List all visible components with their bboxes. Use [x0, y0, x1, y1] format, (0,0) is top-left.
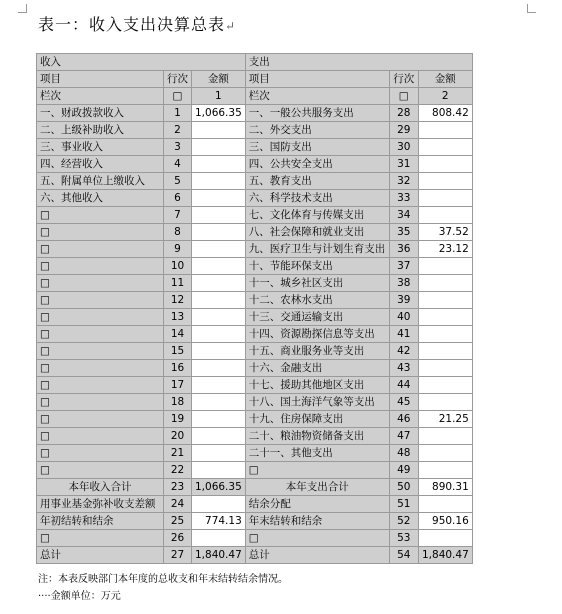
income-amount — [192, 309, 246, 326]
income-row-num: 19 — [164, 411, 192, 428]
income-amount — [192, 241, 246, 258]
carryover-row — [37, 513, 473, 530]
total-expense-row: 50 — [389, 479, 418, 496]
income-item: 五、附属单位上缴收入 — [37, 173, 164, 190]
expense-amount — [418, 309, 472, 326]
begin-label: 年初结转和结余 — [37, 513, 164, 530]
expense-item: 八、社会保障和就业支出 — [245, 224, 389, 241]
income-item: 三、事业收入 — [37, 139, 164, 156]
income-amount — [192, 343, 246, 360]
grand-total-row — [37, 547, 473, 564]
blank-right-label: □ — [245, 530, 389, 547]
expense-item: 十六、金融支出 — [245, 360, 389, 377]
income-item: □ — [37, 326, 164, 343]
income-item: 六、其他收入 — [37, 190, 164, 207]
table-row — [37, 275, 473, 292]
table-row — [37, 309, 473, 326]
expense-row-num: 47 — [389, 428, 418, 445]
expense-row-num: 39 — [389, 292, 418, 309]
expense-amount — [418, 445, 472, 462]
expense-amount — [418, 122, 472, 139]
income-item: □ — [37, 241, 164, 258]
income-amount — [192, 326, 246, 343]
expense-item: 二十一、其他支出 — [245, 445, 389, 462]
income-row-num: 14 — [164, 326, 192, 343]
table-row — [37, 122, 473, 139]
table-row — [37, 173, 473, 190]
expense-row-num: 33 — [389, 190, 418, 207]
fund-label: 用事业基金弥补收支差额 — [37, 496, 164, 513]
income-item: □ — [37, 292, 164, 309]
table-row — [37, 139, 473, 156]
lanci-left-label: 栏次 — [37, 88, 164, 105]
section-header-row — [37, 54, 473, 71]
expense-amount — [418, 173, 472, 190]
table-row — [37, 462, 473, 479]
table-row — [37, 207, 473, 224]
expense-row-num: 48 — [389, 445, 418, 462]
expense-row-num: 30 — [389, 139, 418, 156]
income-row-num: 8 — [164, 224, 192, 241]
expense-amount: 21.25 — [418, 411, 472, 428]
income-amount — [192, 360, 246, 377]
table-notes — [38, 571, 288, 605]
table-row — [37, 428, 473, 445]
table-row — [37, 326, 473, 343]
income-row-num: 16 — [164, 360, 192, 377]
table-row — [37, 258, 473, 275]
fund-amount — [192, 496, 246, 513]
table-row — [37, 224, 473, 241]
income-item: 四、经营收入 — [37, 156, 164, 173]
income-amount: 1,066.35 — [192, 105, 246, 122]
table-row — [37, 156, 473, 173]
income-amount — [192, 275, 246, 292]
column-header-row — [37, 71, 473, 88]
note-description: 注：本表反映部门本年度的总收支和年末结转结余情况。 — [38, 574, 288, 585]
income-item: □ — [37, 462, 164, 479]
expense-amount — [418, 190, 472, 207]
blank-right-row: 53 — [389, 530, 418, 547]
income-item: □ — [37, 343, 164, 360]
expense-amount — [418, 343, 472, 360]
expense-row-num: 38 — [389, 275, 418, 292]
lanci-row — [37, 88, 473, 105]
lanci-right-amount: 2 — [418, 88, 472, 105]
income-row-num: 1 — [164, 105, 192, 122]
income-row-num: 13 — [164, 309, 192, 326]
expense-amount: 37.52 — [418, 224, 472, 241]
expense-item: 十五、商业服务业等支出 — [245, 343, 389, 360]
expense-amount — [418, 394, 472, 411]
income-item: □ — [37, 428, 164, 445]
fund-row — [37, 496, 473, 513]
income-item-header: 项目 — [37, 71, 164, 88]
expense-item: 十二、农林水支出 — [245, 292, 389, 309]
expense-amount — [418, 275, 472, 292]
total-row — [37, 479, 473, 496]
expense-item: 六、科学技术支出 — [245, 190, 389, 207]
income-row-num: 11 — [164, 275, 192, 292]
expense-amount — [418, 292, 472, 309]
expense-row-num: 41 — [389, 326, 418, 343]
income-item: □ — [37, 258, 164, 275]
income-amount — [192, 190, 246, 207]
income-amount — [192, 139, 246, 156]
income-item: 一、财政拨款收入 — [37, 105, 164, 122]
expense-amount-header: 金额 — [418, 71, 472, 88]
income-header: 收入 — [37, 54, 246, 71]
table-row — [37, 190, 473, 207]
blank-right-amount — [418, 530, 472, 547]
expense-row-num: 43 — [389, 360, 418, 377]
income-item: 二、上级补助收入 — [37, 122, 164, 139]
expense-amount — [418, 360, 472, 377]
dist-row-num: 51 — [389, 496, 418, 513]
income-row-num: 12 — [164, 292, 192, 309]
income-row-num: 20 — [164, 428, 192, 445]
expense-row-num: 44 — [389, 377, 418, 394]
lanci-left-amount: 1 — [192, 88, 246, 105]
income-amount — [192, 292, 246, 309]
income-amount — [192, 377, 246, 394]
expense-amount: 808.42 — [418, 105, 472, 122]
lanci-left-row: □ — [164, 88, 192, 105]
grand-right-label: 总计 — [245, 547, 389, 564]
total-expense-amount: 890.31 — [418, 479, 472, 496]
expense-amount — [418, 207, 472, 224]
expense-item: 九、医疗卫生与计划生育支出 — [245, 241, 389, 258]
expense-row-num: 37 — [389, 258, 418, 275]
page-corner-mark-left — [18, 4, 27, 13]
expense-item: 十七、援助其他地区支出 — [245, 377, 389, 394]
income-row-num: 6 — [164, 190, 192, 207]
income-item: □ — [37, 224, 164, 241]
expense-row-num: 31 — [389, 156, 418, 173]
income-row-num: 15 — [164, 343, 192, 360]
expense-row-header: 行次 — [389, 71, 418, 88]
table-row — [37, 105, 473, 122]
income-row-num: 4 — [164, 156, 192, 173]
income-item: □ — [37, 377, 164, 394]
expense-item-header: 项目 — [245, 71, 389, 88]
income-amount — [192, 411, 246, 428]
income-amount — [192, 428, 246, 445]
income-amount — [192, 394, 246, 411]
expense-row-num: 40 — [389, 309, 418, 326]
expense-amount — [418, 326, 472, 343]
expense-item: 五、教育支出 — [245, 173, 389, 190]
income-amount — [192, 445, 246, 462]
lanci-right-label: 栏次 — [245, 88, 389, 105]
title-text: 表一：收入支出决算总表 — [38, 15, 226, 34]
income-item: □ — [37, 360, 164, 377]
grand-right-amount: 1,840.47 — [418, 547, 472, 564]
income-amount — [192, 156, 246, 173]
income-row-num: 2 — [164, 122, 192, 139]
income-item: □ — [37, 411, 164, 428]
expense-header: 支出 — [245, 54, 472, 71]
grand-left-row: 27 — [164, 547, 192, 564]
income-row-num: 7 — [164, 207, 192, 224]
fund-row-num: 24 — [164, 496, 192, 513]
total-income-row: 23 — [164, 479, 192, 496]
table-row — [37, 292, 473, 309]
blank-row — [37, 530, 473, 547]
income-amount — [192, 224, 246, 241]
lanci-right-row: □ — [389, 88, 418, 105]
table-row — [37, 394, 473, 411]
income-row-num: 18 — [164, 394, 192, 411]
expense-row-num: 34 — [389, 207, 418, 224]
expense-row-num: 36 — [389, 241, 418, 258]
table-row — [37, 377, 473, 394]
end-row-num: 52 — [389, 513, 418, 530]
expense-item: 十八、国土海洋气象等支出 — [245, 394, 389, 411]
expense-amount — [418, 139, 472, 156]
blank-left-amount — [192, 530, 246, 547]
income-row-num: 3 — [164, 139, 192, 156]
page-corner-mark-right — [527, 4, 536, 13]
income-row-num: 21 — [164, 445, 192, 462]
expense-row-num: 28 — [389, 105, 418, 122]
table-row — [37, 343, 473, 360]
blank-left-row: 26 — [164, 530, 192, 547]
note-unit: ····金额单位：万元 — [38, 591, 121, 602]
expense-item: 四、公共安全支出 — [245, 156, 389, 173]
expense-item: □ — [245, 462, 389, 479]
income-amount — [192, 462, 246, 479]
dist-label: 结余分配 — [245, 496, 389, 513]
total-expense-label: 本年支出合计 — [245, 479, 389, 496]
expense-amount — [418, 377, 472, 394]
grand-left-label: 总计 — [37, 547, 164, 564]
expense-item: 十九、住房保障支出 — [245, 411, 389, 428]
expense-item: 十三、交通运输支出 — [245, 309, 389, 326]
income-amount — [192, 122, 246, 139]
dist-amount — [418, 496, 472, 513]
total-income-amount: 1,066.35 — [192, 479, 246, 496]
income-row-num: 17 — [164, 377, 192, 394]
budget-summary-table — [36, 53, 473, 564]
table-row — [37, 411, 473, 428]
paragraph-mark-icon: ↵ — [225, 19, 237, 33]
income-item: □ — [37, 445, 164, 462]
income-row-num: 5 — [164, 173, 192, 190]
income-amount — [192, 258, 246, 275]
grand-left-amount: 1,840.47 — [192, 547, 246, 564]
expense-item: 二十、粮油物资储备支出 — [245, 428, 389, 445]
table-row — [37, 241, 473, 258]
expense-amount — [418, 428, 472, 445]
expense-row-num: 49 — [389, 462, 418, 479]
expense-item: 十四、资源勘探信息等支出 — [245, 326, 389, 343]
income-item: □ — [37, 275, 164, 292]
expense-row-num: 45 — [389, 394, 418, 411]
end-amount: 950.16 — [418, 513, 472, 530]
expense-item: 十、节能环保支出 — [245, 258, 389, 275]
income-row-num: 22 — [164, 462, 192, 479]
expense-item: 二、外交支出 — [245, 122, 389, 139]
income-row-header: 行次 — [164, 71, 192, 88]
expense-item: 三、国防支出 — [245, 139, 389, 156]
grand-right-row: 54 — [389, 547, 418, 564]
expense-amount — [418, 462, 472, 479]
expense-row-num: 35 — [389, 224, 418, 241]
page-title — [38, 12, 236, 35]
expense-row-num: 29 — [389, 122, 418, 139]
income-amount-header: 金额 — [192, 71, 246, 88]
income-item: □ — [37, 394, 164, 411]
expense-row-num: 32 — [389, 173, 418, 190]
expense-item: 十一、城乡社区支出 — [245, 275, 389, 292]
end-label: 年末结转和结余 — [245, 513, 389, 530]
begin-row-num: 25 — [164, 513, 192, 530]
income-amount — [192, 207, 246, 224]
table-row — [37, 445, 473, 462]
income-item: □ — [37, 309, 164, 326]
table-row — [37, 360, 473, 377]
expense-row-num: 42 — [389, 343, 418, 360]
expense-row-num: 46 — [389, 411, 418, 428]
expense-amount — [418, 258, 472, 275]
income-row-num: 10 — [164, 258, 192, 275]
begin-amount: 774.13 — [192, 513, 246, 530]
total-income-label: 本年收入合计 — [37, 479, 164, 496]
income-amount — [192, 173, 246, 190]
expense-amount — [418, 156, 472, 173]
expense-item: 七、文化体育与传媒支出 — [245, 207, 389, 224]
expense-amount: 23.12 — [418, 241, 472, 258]
income-item: □ — [37, 207, 164, 224]
expense-item: 一、一般公共服务支出 — [245, 105, 389, 122]
income-row-num: 9 — [164, 241, 192, 258]
blank-left-label: □ — [37, 530, 164, 547]
